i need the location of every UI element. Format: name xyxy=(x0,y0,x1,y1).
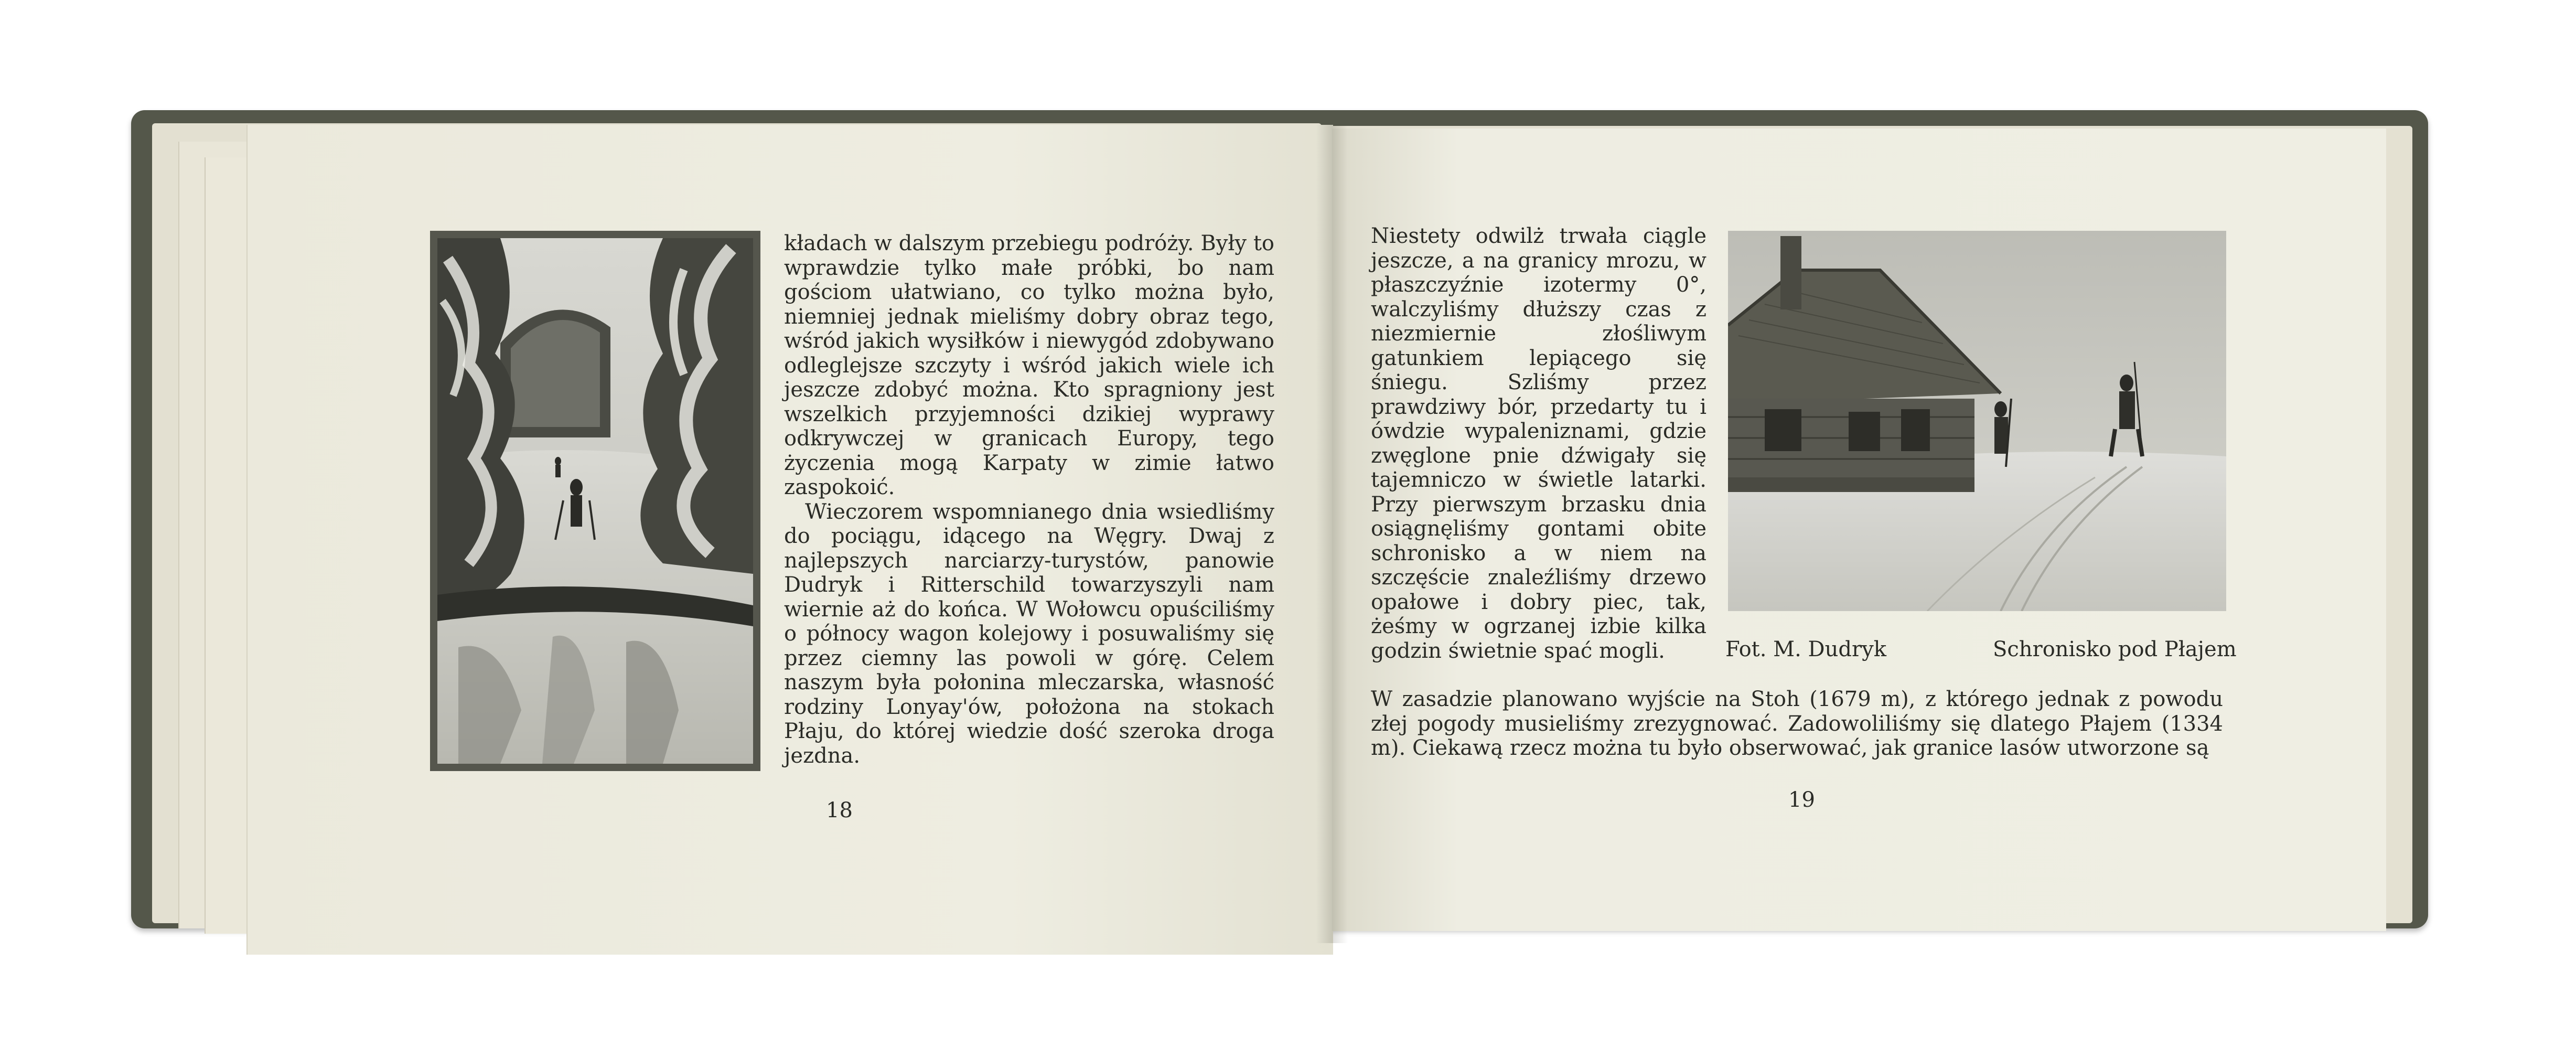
forest-skier-photo xyxy=(430,231,760,771)
photo-title-caption: Schronisko pod Płajem xyxy=(1993,637,2237,661)
left-paragraph-1: kładach w dalszym przebiegu podróży. Były to wprawdzie tylko małe próbki, bo nam gościom ułatwiano, co tylko można było, niemniej jednak mieliśmy dobry obraz tego, wśród jakich wysiłków i niewygód zdobywano odleglejsze szczyty i wśród jakich wiele ich jeszcze zdobyć można. Kto spragniony jest wszelkich przyjemności dzikiej wyprawy odkrywczej w granicach Europy, tego życzenia mogą Karpaty w zimie łatwo zaspokoić. xyxy=(784,231,1274,499)
left-page-text xyxy=(784,231,1274,768)
right-paragraph-1: Niestety odwilż trwała ciągle jeszcze, a na granicy mrozu, w płaszczyźnie izotermy 0°, walczyliśmy dłuższy czas z niezmiernie złośliwym gatunkiem lepiącego się śniegu. Szliśmy przez prawdziwy bór, przedarty tu i ówdzie wypaleniznami, gdzie zwęglone pnie dźwigały się tajemniczo w świetle latarki. Przy pierwszym brzasku dnia osiągnęliśmy gontami obite schronisko a w niem na szczęście znaleźliśmy drzewo opałowe i dobry piec, tak, żeśmy w ogrzanej izbie kilka godzin świetnie spać mogli. xyxy=(1371,224,1706,663)
mountain-hut-photo xyxy=(1728,231,2226,611)
left-paragraph-2: Wieczorem wspomnianego dnia wsiedliśmy do pociągu, idącego na Węgry. Dwaj z najlepszych narciarzy-turystów, panowie Dudryk i Ritterschild towarzyszyli nam wiernie aż do końca. W Wołowcu opuściliśmy o północy wagon kolejowy i posuwaliśmy się przez ciemny las powoli w górę. Celem naszym była połonina mleczarska, własność rodziny Lonyay'ów, położona na stokach Płaju, do której wiedzie dość szeroka droga jezdna. xyxy=(784,499,1274,768)
book-gutter xyxy=(1316,125,1348,943)
page-number-left: 18 xyxy=(826,798,853,822)
page-number-right: 19 xyxy=(1788,788,1815,812)
right-paragraph-2: W zasadzie planowano wyjście na Stoh (1679 m), z którego jednak z powodu złej pogody musieliśmy zrezygnować. Zadowoliliśmy się dlatego Płajem (1334 m). Ciekawą rzecz można tu było obserwować, jak granice lasów utworzone są xyxy=(1371,687,2223,760)
right-page-text xyxy=(1371,224,1706,663)
right-page-bottom-text xyxy=(1371,687,2223,761)
mountain-hut-illustration xyxy=(1728,231,2226,611)
photo-credit-caption: Fot. M. Dudryk xyxy=(1725,637,1886,661)
forest-skier-illustration xyxy=(437,238,753,764)
